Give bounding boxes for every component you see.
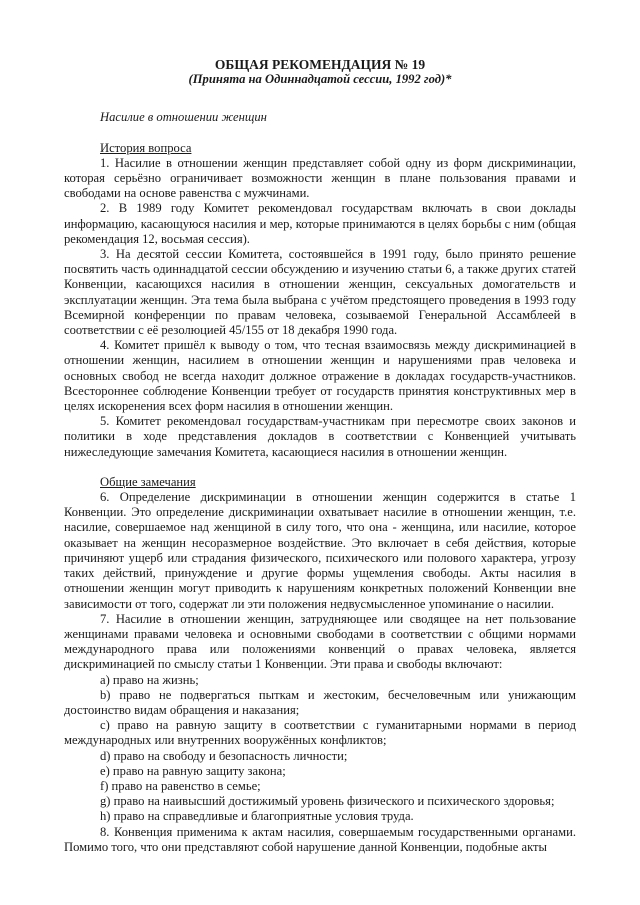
paragraph-5: 5. Комитет рекомендовал государствам-участникам при пересмотре своих законов и политики в ходе представления докладов в соответствии с Конвенцией учитывать нижеследующие замечания Комитета, касающиеся насилия в отношении женщин.	[64, 414, 576, 459]
paragraph-6: 6. Определение дискриминации в отношении женщин содержится в статье 1 Конвенции. Это определение дискриминации охватывает насилие в отношении женщин, т.е. насилие, совершаемое над женщиной в силу того, что она - женщина, или насилие, которое оказывает на женщин несоразмерное воздействие. Это включает в себя действия, которые причиняют ущерб или страдания физического, психического или полового характера, угрозу таких действий, принуждение и другие формы ущемления свободы. Акты насилия в отношении женщин могут приводить к нарушениям конкретных положений Конвенции вне зависимости от того, содержат ли эти положения недвусмысленное упоминание о насилии.	[64, 490, 576, 611]
section-history	[64, 141, 576, 460]
list-item-f: f) право на равенство в семье;	[100, 778, 261, 793]
list-item-b: b) право не подвергаться пыткам и жестоким, бесчеловечным или унижающим достоинство видам обращения и наказания;	[64, 687, 576, 717]
list-item-a: a) право на жизнь;	[100, 672, 199, 687]
section-heading-history-label: История вопроса	[100, 140, 192, 155]
document-topic: Насилие в отношении женщин	[100, 110, 267, 125]
paragraph-8: 8. Конвенция применима к актам насилия, совершаемым государственными органами. Помимо того, что они представляют собой нарушение данной Конвенции, подобные акты	[64, 824, 576, 854]
paragraph-4: 4. Комитет пришёл к выводу о том, что тесная взаимосвязь между дискриминацией в отношении женщин, насилием в отношении женщин и нарушениями прав человека и основных свобод не всегда находит должное отражение в докладах государств-участников. Всестороннее соблюдение Конвенции требует от государств принятия конструктивных мер в целях искоренения всех форм насилия в отношении женщин.	[64, 338, 576, 414]
list-item-h: h) право на справедливые и благоприятные условия труда.	[100, 809, 414, 824]
list-item-d: d) право на свободу и безопасность личности;	[100, 748, 348, 763]
paragraph-7: 7. Насилие в отношении женщин, затрудняющее или сводящее на нет пользование женщинами правами человека и основными свободами в соответствии с общими нормами международного права или положениями конвенций о правах человека, является дискриминацией по смыслу статьи 1 Конвенции. Эти права и свободы включают:	[64, 611, 576, 672]
paragraph-2: 2. В 1989 году Комитет рекомендовал государствам включать в свои доклады информацию, касающуюся насилия и мер, которые принимаются в целях борьбы с ним (общая рекомендация 12, восьмая сессия).	[64, 201, 576, 246]
paragraph-3: 3. На десятой сессии Комитета, состоявшейся в 1991 году, было принято решение посвятить часть одиннадцатой сессии обсуждению и изучению статьи 6, а также других статей Конвенции, касающихся насилия в отношении женщин, сексуальных домогательств и эксплуатации женщин. Эта тема была выбрана с учётом предстоящего проведения в 1993 году Всемирной конференции по правам человека, созываемой Генеральной Ассамблеей в соответствии с её резолюцией 45/155 от 18 декабря 1990 года.	[64, 247, 576, 338]
document-title: ОБЩАЯ РЕКОМЕНДАЦИЯ № 19	[214, 57, 426, 72]
section-heading-general-remarks-label: Общие замечания	[100, 474, 196, 489]
section-heading-history	[64, 141, 576, 156]
document-subtitle: (Принята на Одиннадцатой сессии, 1992 год)*	[188, 72, 452, 87]
list-item-e: e) право на равную защиту закона;	[100, 763, 286, 778]
list-item-c: c) право на равную защиту в соответствии с гуманитарными нормами в период международных или внутренних вооружённых конфликтов;	[64, 718, 576, 748]
list-item-g: g) право на наивысший достижимый уровень физического и психического здоровья;	[100, 794, 555, 809]
section-general-remarks	[64, 475, 576, 855]
section-heading-general-remarks	[64, 475, 576, 490]
paragraph-1: 1. Насилие в отношении женщин представляет собой одну из форм дискриминации, которая серьёзно ограничивает возможности женщин в плане пользования правами и свободами на основе равенства с мужчинами.	[64, 155, 576, 201]
